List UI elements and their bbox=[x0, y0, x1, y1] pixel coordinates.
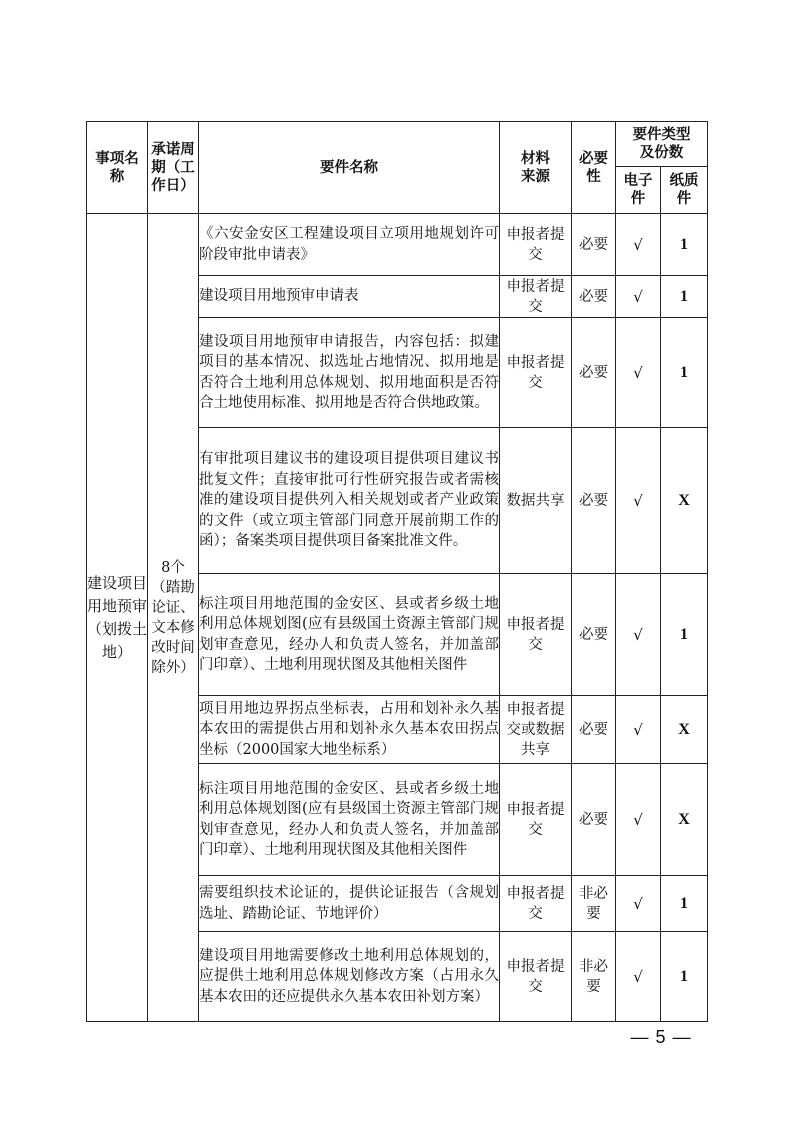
source-cell: 申报者提交 bbox=[500, 214, 572, 276]
page-number: — 5 — bbox=[630, 1027, 692, 1047]
header-item-name: 事项名称 bbox=[87, 122, 148, 214]
required-cell: 非必要 bbox=[572, 932, 616, 1022]
source-cell: 申报者提交 bbox=[500, 876, 572, 932]
electronic-cell: √ bbox=[616, 574, 661, 696]
source-cell: 申报者提交 bbox=[500, 932, 572, 1022]
document-name-cell: 建设项目用地预审申请报告，内容包括：拟建项目的基本情况、拟选址占地情况、拟用地是否符合土地利用总体规划、拟用地面积是否符合土地使用标准、拟用地是否符合供地政策。 bbox=[199, 318, 500, 428]
required-cell: 非必要 bbox=[572, 876, 616, 932]
source-cell: 申报者提交 bbox=[500, 318, 572, 428]
header-paper: 纸质件 bbox=[661, 167, 708, 214]
document-name-cell: 项目用地边界拐点坐标表，占用和划补永久基本农田的需提供占用和划补永久基本农田拐点坐标（2000国家大地坐标系） bbox=[199, 696, 500, 764]
electronic-cell: √ bbox=[616, 876, 661, 932]
header-required: 必要性 bbox=[572, 122, 616, 214]
paper-cell: 1 bbox=[661, 876, 708, 932]
required-cell: 必要 bbox=[572, 214, 616, 276]
document-name-cell: 标注项目用地范围的金安区、县或者乡级土地利用总体规划图(应有县级国土资源主管部门规划审查意见，经办人和负责人签名，并加盖部门印章）、土地利用现状图及其他相关图件 bbox=[199, 574, 500, 696]
paper-cell: 1 bbox=[661, 318, 708, 428]
paper-cell: 1 bbox=[661, 932, 708, 1022]
required-cell: 必要 bbox=[572, 318, 616, 428]
paper-cell: X bbox=[661, 696, 708, 764]
source-cell: 申报者提交 bbox=[500, 574, 572, 696]
item-name-cell: 建设项目用地预审（划拨土地） bbox=[87, 214, 148, 1022]
source-cell: 申报者提交 bbox=[500, 764, 572, 876]
document-name-cell: 标注项目用地范围的金安区、县或者乡级土地利用总体规划图(应有县级国土资源主管部门规划审查意见，经办人和负责人签名，并加盖部门印章）、土地利用现状图及其他相关图件 bbox=[199, 764, 500, 876]
required-cell: 必要 bbox=[572, 764, 616, 876]
source-cell: 申报者提交 bbox=[500, 276, 572, 318]
document-name-cell: 《六安金安区工程建设项目立项用地规划许可阶段审批申请表》 bbox=[199, 214, 500, 276]
period-cell: 8个（踏勘论证、文本修改时间除外） bbox=[148, 214, 199, 1022]
header-period: 承诺周期（工作日） bbox=[148, 122, 199, 214]
document-name-cell: 有审批项目建议书的建设项目提供项目建议书批复文件；直接审批可行性研究报告或者需核准的建设项目提供列入相关规划或者产业政策的文件（或立项主管部门同意开展前期工作的函）；备案类项目提供项目备案批准文件。 bbox=[199, 428, 500, 574]
paper-cell: 1 bbox=[661, 574, 708, 696]
header-doc-name: 要件名称 bbox=[199, 122, 500, 214]
source-cell: 申报者提交或数据共享 bbox=[500, 696, 572, 764]
table-row bbox=[87, 214, 708, 276]
document-name-cell: 建设项目用地预审申请表 bbox=[199, 276, 500, 318]
document-name-cell: 建设项目用地需要修改土地利用总体规划的，应提供土地利用总体规划修改方案（占用永久基本农田的还应提供永久基本农田补划方案） bbox=[199, 932, 500, 1022]
paper-cell: 1 bbox=[661, 276, 708, 318]
paper-cell: X bbox=[661, 428, 708, 574]
required-cell: 必要 bbox=[572, 696, 616, 764]
header-source: 材料来源 bbox=[500, 122, 572, 214]
required-cell: 必要 bbox=[572, 574, 616, 696]
electronic-cell: √ bbox=[616, 214, 661, 276]
document-name-cell: 需要组织技术论证的，提供论证报告（含规划选址、踏勘论证、节地评价） bbox=[199, 876, 500, 932]
paper-cell: X bbox=[661, 764, 708, 876]
required-cell: 必要 bbox=[572, 428, 616, 574]
source-cell: 数据共享 bbox=[500, 428, 572, 574]
electronic-cell: √ bbox=[616, 696, 661, 764]
electronic-cell: √ bbox=[616, 932, 661, 1022]
electronic-cell: √ bbox=[616, 428, 661, 574]
header-type-group: 要件类型及份数 bbox=[616, 122, 708, 167]
electronic-cell: √ bbox=[616, 318, 661, 428]
electronic-cell: √ bbox=[616, 764, 661, 876]
header-electronic: 电子件 bbox=[616, 167, 661, 214]
paper-cell: 1 bbox=[661, 214, 708, 276]
required-cell: 必要 bbox=[572, 276, 616, 318]
requirements-table bbox=[86, 121, 708, 1022]
electronic-cell: √ bbox=[616, 276, 661, 318]
